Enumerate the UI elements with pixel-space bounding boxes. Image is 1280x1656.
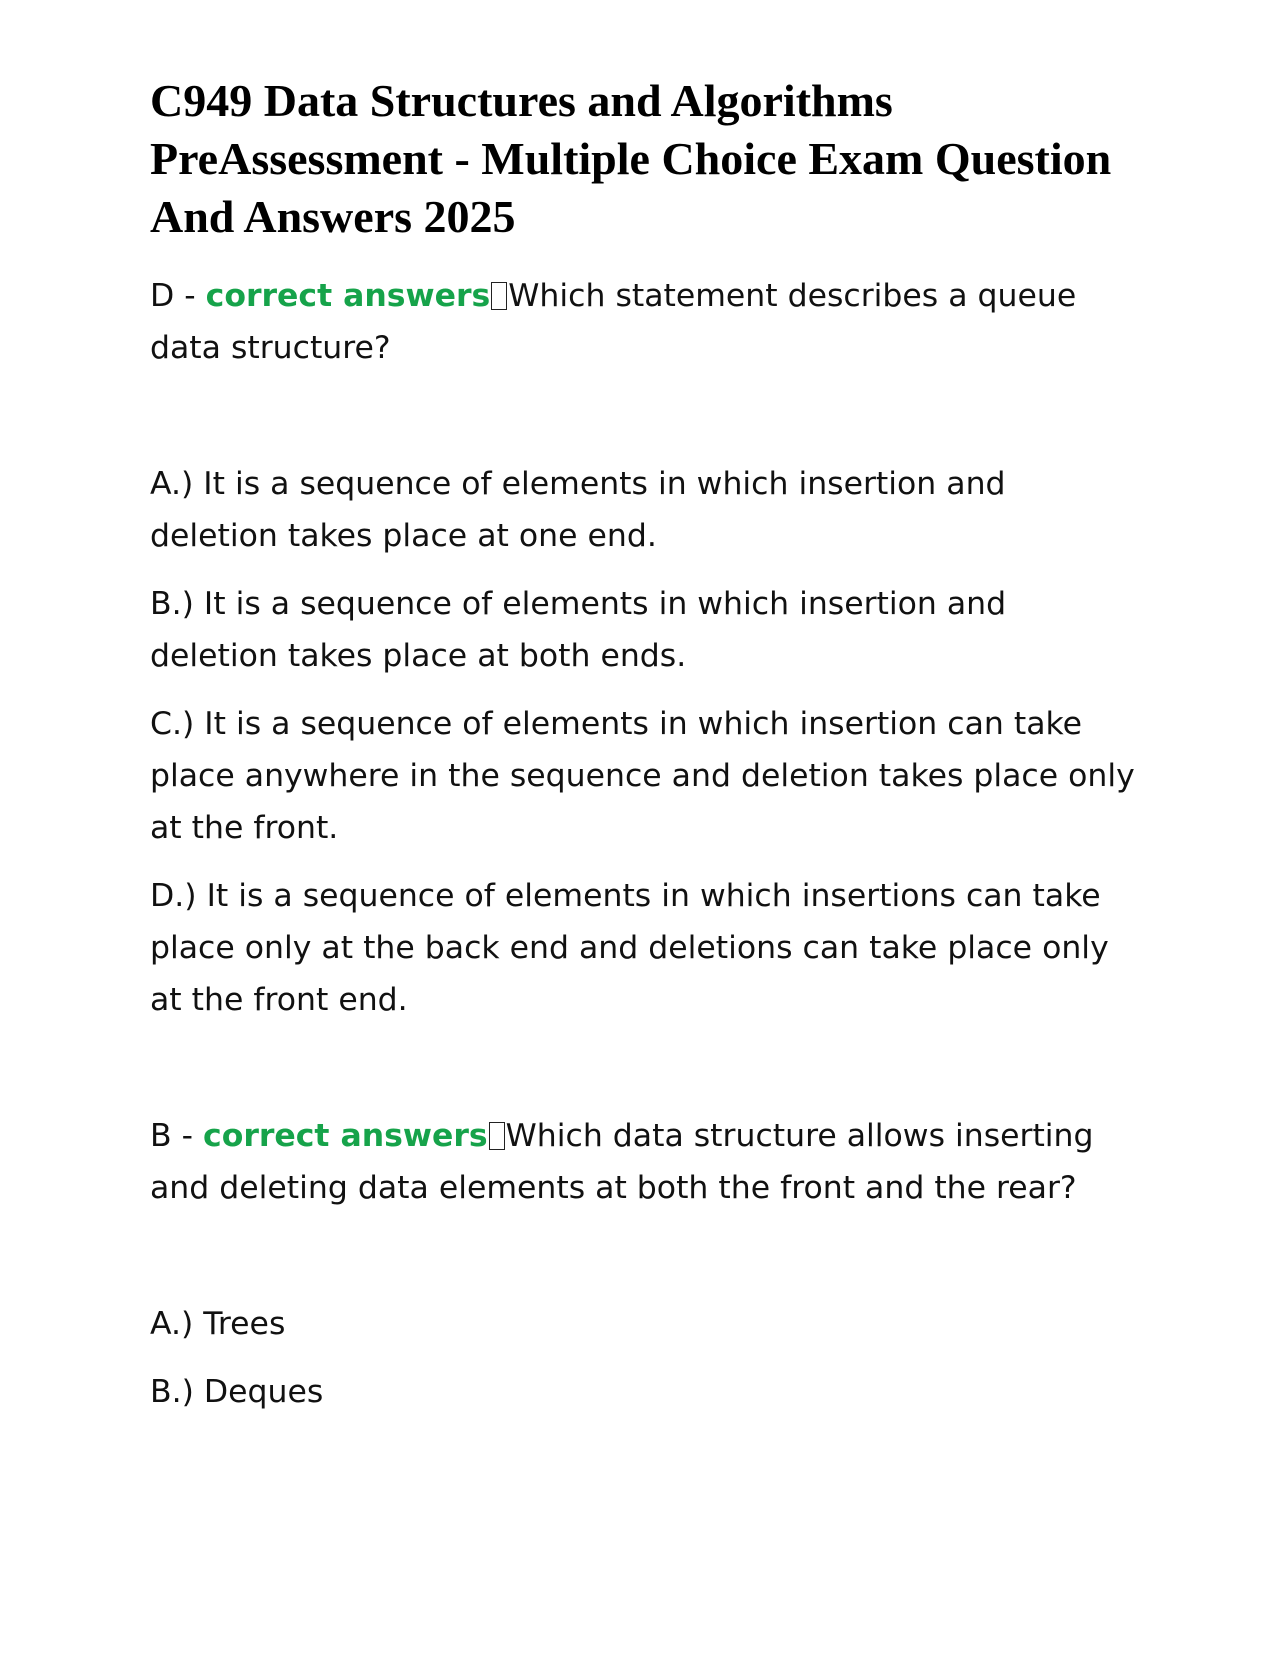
correct-answers-label: correct answers bbox=[205, 278, 491, 314]
option-c: C.) It is a sequence of elements in which insertion can take place anywhere in the sequence and deletion takes place only at the front. bbox=[150, 706, 1135, 846]
document-title: C949 Data Structures and Algorithms PreAssessment - Multiple Choice Exam Question And Answers 2025 bbox=[150, 75, 1112, 242]
option-b: B.) Deques bbox=[150, 1374, 324, 1410]
missing-glyph-icon bbox=[491, 282, 507, 310]
option-b: B.) It is a sequence of elements in which insertion and deletion takes place at both ends. bbox=[150, 586, 1007, 674]
correct-answers-label: correct answers bbox=[203, 1118, 488, 1154]
question-1 bbox=[150, 270, 1140, 374]
question-2 bbox=[150, 1110, 1140, 1214]
option-d: D.) It is a sequence of elements in which insertions can take place only at the back end and deletions can take place only at the front end. bbox=[150, 878, 1109, 1018]
question-prompt: Which statement describes a queue data structure? bbox=[150, 278, 1077, 366]
option-a: A.) Trees bbox=[150, 1306, 286, 1342]
answer-prefix: B - bbox=[150, 1118, 204, 1154]
document-page bbox=[150, 72, 1140, 1434]
question-prompt: Which data structure allows inserting and deleting data elements at both the front and the rear? bbox=[150, 1118, 1094, 1206]
answer-prefix: D - bbox=[150, 278, 206, 314]
missing-glyph-icon bbox=[489, 1122, 505, 1150]
option-a: A.) It is a sequence of elements in which insertion and deletion takes place at one end. bbox=[150, 466, 1006, 554]
